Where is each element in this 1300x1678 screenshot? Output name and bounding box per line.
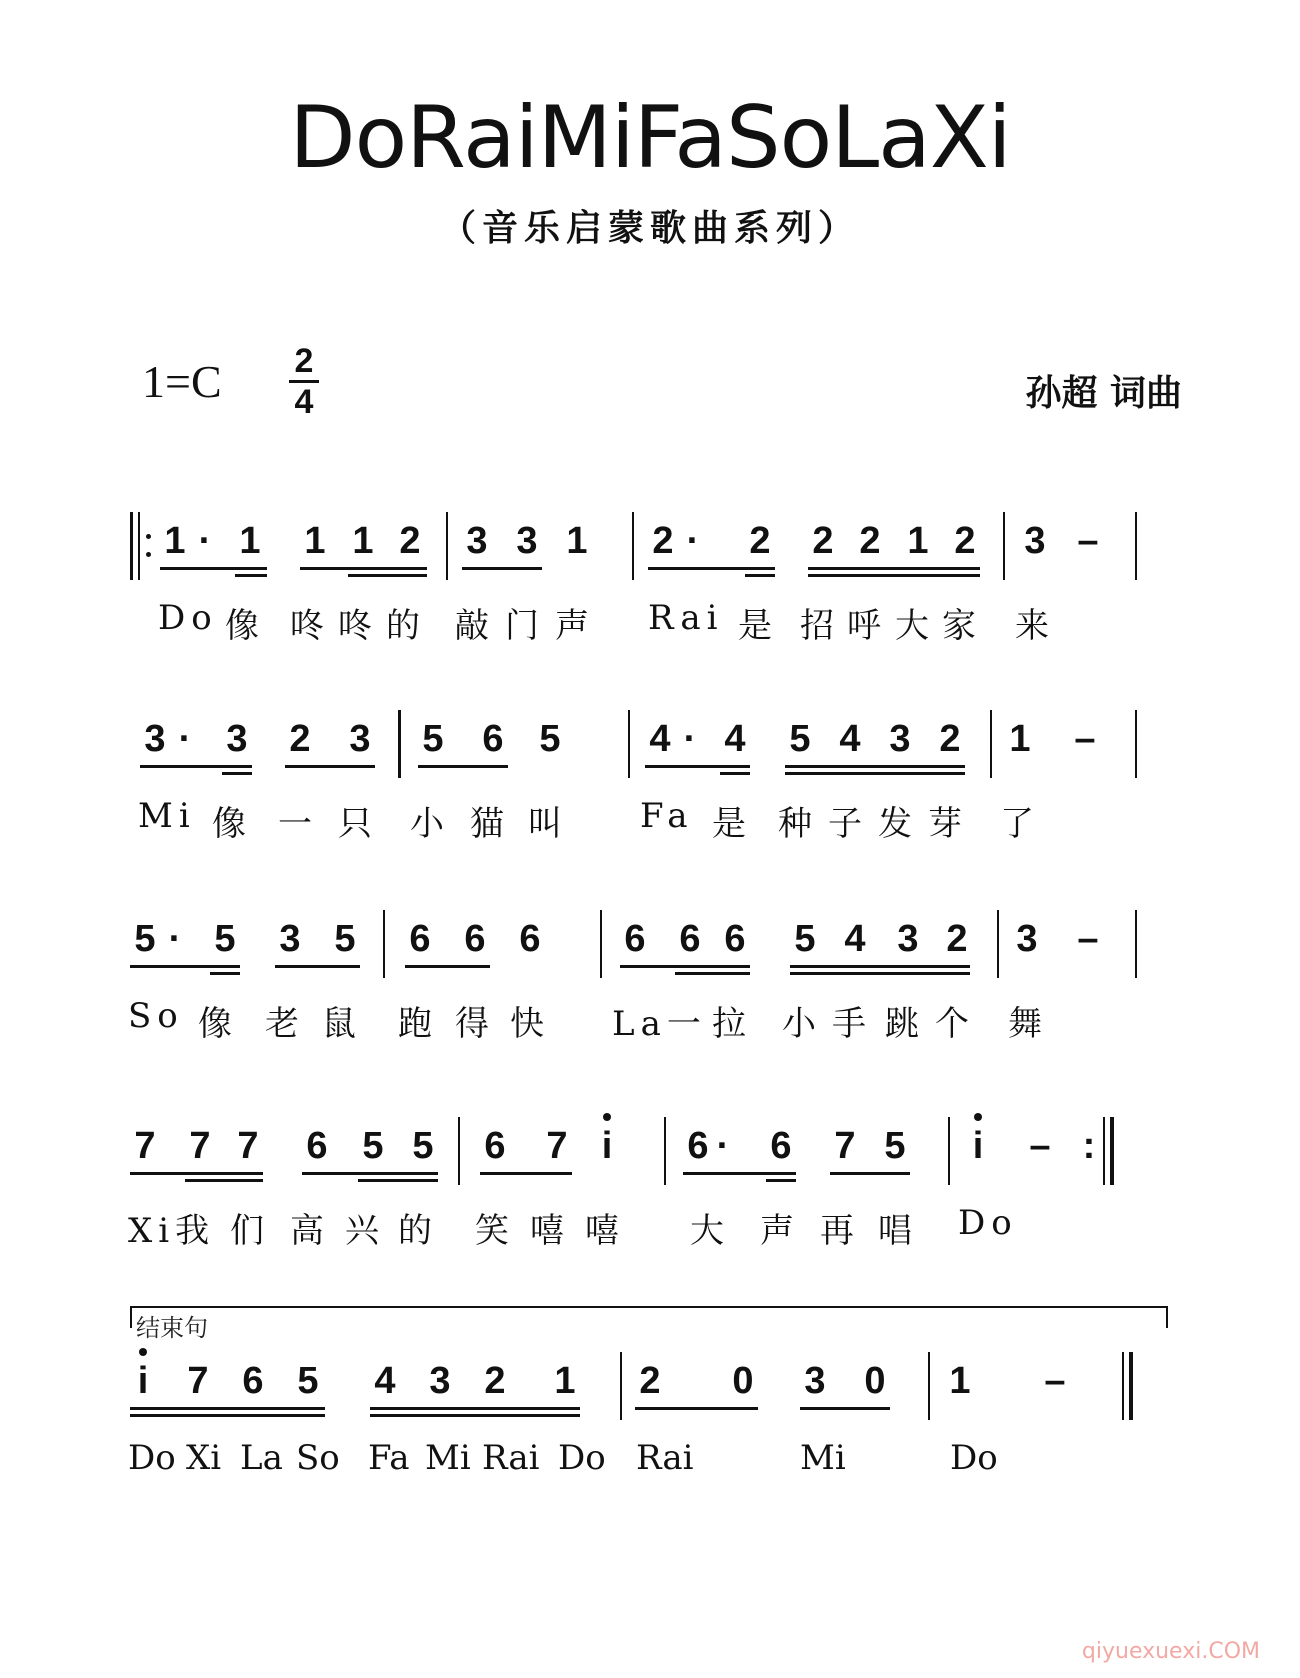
note: 2 bbox=[812, 520, 834, 562]
bar-line bbox=[458, 1117, 460, 1185]
underline bbox=[222, 772, 252, 775]
bar-line bbox=[620, 1352, 622, 1420]
underline bbox=[130, 1414, 325, 1417]
lyric: 只 bbox=[338, 804, 378, 844]
underline bbox=[808, 567, 980, 570]
note: 2 bbox=[946, 918, 968, 960]
dash: – bbox=[1074, 718, 1096, 760]
dash: – bbox=[1044, 1360, 1066, 1402]
lyric: 门 bbox=[505, 606, 545, 646]
lyric: 小 bbox=[782, 1004, 822, 1044]
note-value: i bbox=[601, 1125, 613, 1167]
ending-bracket-left bbox=[130, 1306, 132, 1328]
bar-line bbox=[632, 512, 634, 580]
lyric: 声 bbox=[555, 606, 595, 646]
repeat-start-bar bbox=[130, 512, 133, 580]
lyric: 呼 bbox=[847, 606, 887, 646]
lyric: 猫 bbox=[470, 804, 510, 844]
note: 3 bbox=[144, 718, 166, 760]
underline bbox=[130, 1407, 325, 1410]
bar-line bbox=[948, 1117, 950, 1185]
lyric: Mi bbox=[800, 1438, 846, 1478]
dot: · bbox=[716, 1125, 730, 1167]
lyric: 像 bbox=[225, 606, 265, 646]
note: 1 bbox=[566, 520, 588, 562]
underline bbox=[348, 574, 427, 577]
note: 5 bbox=[297, 1360, 319, 1402]
lyric: 唱 bbox=[878, 1211, 918, 1251]
underline bbox=[185, 1179, 263, 1182]
final-bar-thin bbox=[1122, 1352, 1124, 1420]
underline bbox=[130, 965, 240, 968]
note: 2 bbox=[749, 520, 771, 562]
note: 4 bbox=[839, 718, 861, 760]
lyric: 个 bbox=[935, 1004, 975, 1044]
lyric: Fa bbox=[368, 1438, 410, 1478]
lyric: Do bbox=[958, 1203, 1018, 1243]
dot: · bbox=[178, 718, 192, 760]
note: 6 bbox=[724, 918, 746, 960]
note: 5 bbox=[134, 918, 156, 960]
octave-dot bbox=[974, 1113, 982, 1121]
lyric: 跳 bbox=[885, 1004, 925, 1044]
note: 5 bbox=[412, 1125, 434, 1167]
note: 6 bbox=[409, 918, 431, 960]
note: 6 bbox=[242, 1360, 264, 1402]
note: 4 bbox=[844, 918, 866, 960]
underline bbox=[462, 567, 542, 570]
bar-line bbox=[664, 1117, 666, 1185]
note: 3 bbox=[429, 1360, 451, 1402]
note: 0 bbox=[864, 1360, 886, 1402]
bar-line bbox=[628, 710, 630, 778]
underline bbox=[370, 1407, 580, 1410]
repeat-dot bbox=[146, 552, 151, 557]
lyric: 了 bbox=[1000, 804, 1040, 844]
underline bbox=[285, 765, 375, 768]
note: 2 bbox=[954, 520, 976, 562]
bar-line bbox=[1003, 512, 1005, 580]
time-signature-bottom: 4 bbox=[294, 383, 314, 421]
note: 7 bbox=[134, 1125, 156, 1167]
underline bbox=[210, 972, 240, 975]
note: 3 bbox=[226, 718, 248, 760]
lyric: Mi bbox=[138, 796, 196, 836]
lyric: 跑 bbox=[398, 1004, 438, 1044]
ending-bracket bbox=[130, 1306, 1168, 1308]
note: 7 bbox=[189, 1125, 211, 1167]
lyric: 发 bbox=[878, 804, 918, 844]
note: 4 bbox=[724, 718, 746, 760]
note: 5 bbox=[214, 918, 236, 960]
bar-line bbox=[990, 710, 992, 778]
dot: · bbox=[198, 520, 212, 562]
lyric: 招 bbox=[800, 606, 840, 646]
lyric: 手 bbox=[832, 1004, 872, 1044]
octave-dot bbox=[603, 1113, 611, 1121]
lyric: 家 bbox=[942, 606, 982, 646]
note: 3 bbox=[466, 520, 488, 562]
note: 5 bbox=[884, 1125, 906, 1167]
bar-line bbox=[600, 910, 602, 978]
note: 7 bbox=[237, 1125, 259, 1167]
composer-credit: 孙超 词曲 bbox=[1025, 373, 1182, 414]
bar-line bbox=[383, 910, 385, 978]
note-high bbox=[128, 1360, 158, 1403]
lyric: 大 bbox=[690, 1211, 730, 1251]
lyric: Fa bbox=[640, 796, 694, 836]
final-bar-thick bbox=[1129, 1352, 1133, 1420]
lyric: 的 bbox=[398, 1211, 438, 1251]
dot: · bbox=[686, 520, 700, 562]
note: 3 bbox=[516, 520, 538, 562]
note: 4 bbox=[374, 1360, 396, 1402]
lyric: Do bbox=[558, 1438, 606, 1478]
note: 1 bbox=[554, 1360, 576, 1402]
note: 6 bbox=[484, 1125, 506, 1167]
time-signature bbox=[287, 342, 321, 421]
underline bbox=[358, 1179, 438, 1182]
lyric: Xi bbox=[186, 1438, 222, 1478]
bar-line bbox=[928, 1352, 930, 1420]
underline bbox=[370, 1414, 580, 1417]
lyric: 敲 bbox=[455, 606, 495, 646]
note: 3 bbox=[897, 918, 919, 960]
note: 4 bbox=[649, 718, 671, 760]
lyric: 小 bbox=[410, 804, 450, 844]
dash: – bbox=[1077, 520, 1099, 562]
lyric: 高 bbox=[290, 1211, 330, 1251]
note: 6 bbox=[624, 918, 646, 960]
underline bbox=[645, 765, 750, 768]
lyric: 得 bbox=[455, 1004, 495, 1044]
lyric: La一 bbox=[612, 1004, 707, 1044]
lyric: 声 bbox=[760, 1211, 800, 1251]
note: 6 bbox=[679, 918, 701, 960]
note: 6 bbox=[306, 1125, 328, 1167]
underline bbox=[683, 1172, 796, 1175]
song-subtitle: （音乐启蒙歌曲系列） bbox=[439, 208, 860, 249]
underline bbox=[800, 1407, 890, 1410]
underline bbox=[140, 765, 252, 768]
lyric: Do bbox=[158, 598, 218, 638]
ending-bracket-right bbox=[1166, 1306, 1168, 1328]
bar-line bbox=[446, 512, 448, 580]
note: 6 bbox=[482, 718, 504, 760]
lyric: 兴 bbox=[345, 1211, 385, 1251]
watermark: qiyuexuexi.COM bbox=[1081, 1639, 1260, 1664]
lyric: 再 bbox=[820, 1211, 860, 1251]
note: 2 bbox=[639, 1360, 661, 1402]
note: 3 bbox=[889, 718, 911, 760]
underline bbox=[766, 1179, 796, 1182]
note: 5 bbox=[539, 718, 561, 760]
underline bbox=[300, 567, 427, 570]
repeat-start-bar-thin bbox=[138, 512, 140, 580]
lyric: 来 bbox=[1015, 606, 1055, 646]
note: 0 bbox=[732, 1360, 754, 1402]
lyric: Rai bbox=[636, 1438, 694, 1478]
repeat-end-dots: : bbox=[1082, 1125, 1096, 1167]
note: 5 bbox=[789, 718, 811, 760]
lyric: 嘻 bbox=[530, 1211, 570, 1251]
note: 5 bbox=[334, 918, 356, 960]
underline bbox=[790, 972, 970, 975]
underline bbox=[160, 567, 267, 570]
note: 2 bbox=[859, 520, 881, 562]
lyric: 老 bbox=[265, 1004, 305, 1044]
note: 1 bbox=[239, 520, 261, 562]
underline bbox=[675, 972, 750, 975]
lyric: 鼠 bbox=[322, 1004, 362, 1044]
note: 3 bbox=[349, 718, 371, 760]
lyric: 拉 bbox=[712, 1004, 752, 1044]
dot: · bbox=[683, 718, 697, 760]
lyric: 一 bbox=[278, 804, 318, 844]
lyric: 芽 bbox=[928, 804, 968, 844]
underline bbox=[405, 965, 490, 968]
underline bbox=[418, 765, 508, 768]
dash: – bbox=[1029, 1125, 1051, 1167]
lyric: 是 bbox=[712, 804, 752, 844]
lyric: So bbox=[128, 996, 184, 1036]
underline bbox=[720, 772, 750, 775]
underline bbox=[790, 965, 970, 968]
note-value: i bbox=[972, 1125, 984, 1167]
note: 5 bbox=[362, 1125, 384, 1167]
underline bbox=[620, 965, 750, 968]
lyric: 子 bbox=[828, 804, 868, 844]
dot: · bbox=[168, 918, 182, 960]
note-high bbox=[963, 1125, 993, 1168]
underline bbox=[275, 965, 360, 968]
lyric: 种 bbox=[778, 804, 818, 844]
note: 1 bbox=[907, 520, 929, 562]
note-value: i bbox=[137, 1360, 149, 1402]
lyric: Mi bbox=[425, 1438, 471, 1478]
note: 6 bbox=[519, 918, 541, 960]
dash: – bbox=[1077, 918, 1099, 960]
repeat-end-bar-thin bbox=[1103, 1117, 1105, 1185]
underline bbox=[808, 574, 980, 577]
bar-line bbox=[1135, 512, 1137, 580]
ending-section-label: 结束句 bbox=[136, 1314, 208, 1342]
note: 2 bbox=[939, 718, 961, 760]
lyric: 像 bbox=[198, 1004, 238, 1044]
underline bbox=[830, 1172, 910, 1175]
bar-line bbox=[997, 910, 999, 978]
lyric: Rai bbox=[482, 1438, 540, 1478]
note: 3 bbox=[1024, 520, 1046, 562]
lyric: 们 bbox=[230, 1211, 270, 1251]
underline bbox=[635, 1407, 758, 1410]
bar-line bbox=[1135, 710, 1137, 778]
lyric: 笑 bbox=[475, 1211, 515, 1251]
octave-dot bbox=[139, 1348, 147, 1356]
underline bbox=[302, 1172, 438, 1175]
underline bbox=[785, 772, 965, 775]
note: 1 bbox=[949, 1360, 971, 1402]
note: 1 bbox=[304, 520, 326, 562]
underline bbox=[235, 574, 267, 577]
note: 1 bbox=[1009, 718, 1031, 760]
underline bbox=[130, 1172, 263, 1175]
note: 6 bbox=[464, 918, 486, 960]
bar-line bbox=[398, 710, 401, 778]
lyric: 快 bbox=[510, 1004, 550, 1044]
underline bbox=[480, 1172, 572, 1175]
note: 2 bbox=[484, 1360, 506, 1402]
lyric: 大 bbox=[895, 606, 935, 646]
lyric: So bbox=[296, 1438, 340, 1478]
song-title: DoRaiMiFaSoLaXi bbox=[289, 88, 1011, 188]
note: 7 bbox=[546, 1125, 568, 1167]
note: 3 bbox=[804, 1360, 826, 1402]
note: 2 bbox=[289, 718, 311, 760]
note: 5 bbox=[794, 918, 816, 960]
lyric: 像 bbox=[212, 804, 252, 844]
lyric: Do bbox=[950, 1438, 998, 1478]
note: 2 bbox=[652, 520, 674, 562]
note: 5 bbox=[422, 718, 444, 760]
lyric: Do bbox=[128, 1438, 176, 1478]
repeat-dot bbox=[146, 534, 151, 539]
underline bbox=[785, 765, 965, 768]
repeat-end-bar-thick bbox=[1110, 1117, 1114, 1185]
note: 3 bbox=[279, 918, 301, 960]
lyric: 舞 bbox=[1008, 1004, 1048, 1044]
lyric: 咚 bbox=[290, 606, 330, 646]
lyric: 嘻 bbox=[585, 1211, 625, 1251]
lyric: 的 bbox=[386, 606, 426, 646]
note-high bbox=[592, 1125, 622, 1168]
note: 6 bbox=[770, 1125, 792, 1167]
note: 7 bbox=[187, 1360, 209, 1402]
lyric: 叫 bbox=[528, 804, 568, 844]
note: 2 bbox=[399, 520, 421, 562]
note: 6 bbox=[687, 1125, 709, 1167]
time-signature-top: 2 bbox=[294, 342, 314, 380]
note: 7 bbox=[834, 1125, 856, 1167]
underline bbox=[648, 567, 775, 570]
lyric: 是 bbox=[738, 606, 778, 646]
lyric: Xi我 bbox=[128, 1211, 216, 1251]
note: 3 bbox=[1016, 918, 1038, 960]
key-signature: 1=C bbox=[142, 356, 222, 407]
bar-line bbox=[1135, 910, 1137, 978]
note: 1 bbox=[164, 520, 186, 562]
lyric: La bbox=[240, 1438, 283, 1478]
note: 1 bbox=[352, 520, 374, 562]
lyric: 咚 bbox=[338, 606, 378, 646]
lyric: Rai bbox=[648, 598, 724, 638]
underline bbox=[745, 574, 775, 577]
